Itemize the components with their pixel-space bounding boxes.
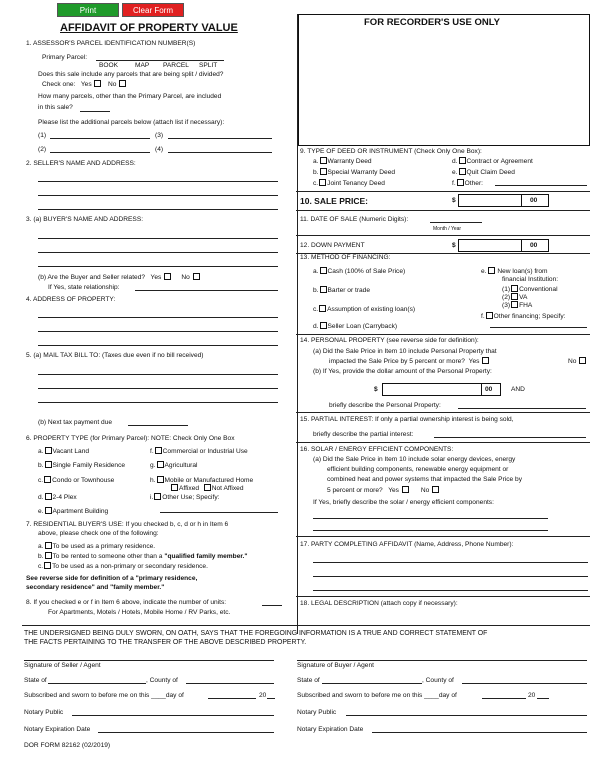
pp-describe-label: briefly describe the Personal Property: <box>329 402 441 409</box>
affixed-row: Affixed Not Affixed <box>170 484 244 493</box>
mail-tax-line-3[interactable] <box>38 402 278 403</box>
related-question: (b) Are the Buyer and Seller related? Yes No <box>38 273 201 282</box>
pp-and: AND <box>511 386 525 393</box>
personal-property-no-checkbox[interactable] <box>579 357 586 364</box>
solar-yes-checkbox[interactable] <box>402 486 409 493</box>
divider <box>296 191 590 192</box>
not-affixed-checkbox[interactable] <box>204 484 211 491</box>
buyer-expiration-label: Notary Expiration Date <box>297 726 364 733</box>
sale-price-dollar: $ <box>452 197 456 204</box>
divider <box>296 412 590 413</box>
deed-a: a. Warranty Deed <box>313 158 372 165</box>
s14-b: (b) If Yes, provide the dollar amount of the Personal Property: <box>313 368 492 375</box>
buyer-state-label: State of <box>297 677 320 684</box>
month-year-label: Month / Year <box>433 226 462 232</box>
s9-heading: 9. TYPE OF DEED OR INSTRUMENT (Check Only One Box): <box>300 148 482 155</box>
print-button[interactable]: Print <box>57 3 119 17</box>
seller-year-field[interactable] <box>267 698 275 699</box>
buyer-sworn-label: Subscribed and sworn to before me on this ____day of <box>297 692 457 699</box>
vacant-land-checkbox[interactable] <box>45 447 52 454</box>
s2-heading: 2. SELLER'S NAME AND ADDRESS: <box>26 160 136 167</box>
deed-d: d. Contract or Agreement <box>452 158 533 165</box>
mobile-home-checkbox[interactable] <box>157 476 164 483</box>
s6-heading: 6. PROPERTY TYPE (for Primary Parcel): NOTE: Check Only One Box <box>26 435 235 442</box>
s15-line-1: 15. PARTIAL INTEREST: If only a partial ownership interest is being sold, <box>300 416 514 423</box>
type-i: i. Other Use; Specify: <box>150 494 220 501</box>
split-no-checkbox[interactable] <box>119 80 126 87</box>
s7-heading: 7. RESIDENTIAL BUYER'S USE: If you checked b, c, d or h in Item 6 <box>26 521 229 528</box>
fha-checkbox[interactable] <box>511 301 518 308</box>
finance-e-2: financial Institution: <box>502 276 559 283</box>
pp-cents: 00 <box>485 386 493 393</box>
barter-checkbox[interactable] <box>320 286 327 293</box>
primary-parcel-field[interactable] <box>96 60 224 61</box>
sale-price-label: 10. SALE PRICE: <box>300 196 369 206</box>
buyer-signature-line[interactable] <box>297 660 587 661</box>
new-loan-checkbox[interactable] <box>488 267 495 274</box>
parcel-2-field[interactable] <box>50 152 150 153</box>
warranty-deed-checkbox[interactable] <box>320 157 327 164</box>
finance-e1: (1) Conventional <box>502 286 558 293</box>
s16-a-4: 5 percent or more? Yes No <box>327 486 440 495</box>
personal-property-yes-checkbox[interactable] <box>482 357 489 364</box>
apartment-checkbox[interactable] <box>45 507 52 514</box>
other-use-checkbox[interactable] <box>154 493 161 500</box>
secondary-residence-checkbox[interactable] <box>44 562 51 569</box>
s18-heading: 18. LEGAL DESCRIPTION (attach copy if necessary): <box>300 600 458 607</box>
party-line-2[interactable] <box>313 576 588 577</box>
solar-no-checkbox[interactable] <box>432 486 439 493</box>
seller-county-label: , County of <box>146 677 178 684</box>
seller-sworn-label: Subscribed and sworn to before me on this ____day of <box>24 692 184 699</box>
condo-checkbox[interactable] <box>44 476 51 483</box>
finance-c: c. Assumption of existing loan(s) <box>313 306 416 313</box>
buyer-year-field[interactable] <box>537 698 549 699</box>
oath-line-1: THE UNDERSIGNED BEING DULY SWORN, ON OATH, SAYS THAT THE FOREGOING INFORMATION IS A TRUE AND CORRECT STATEMENT OF <box>24 630 488 637</box>
deed-e: e. Quit Claim Deed <box>452 169 515 176</box>
s16-a-1: (a) Did the Sale Price in Item 10 include solar energy devices, energy <box>313 456 516 463</box>
s15-line-2: briefly describe the partial interest: <box>313 431 414 438</box>
property-address-line-1[interactable] <box>38 317 278 318</box>
related-yes-checkbox[interactable] <box>164 273 171 280</box>
oath-divider <box>22 625 590 626</box>
use-b: b. To be rented to someone other than a "qualified family member." <box>38 553 248 560</box>
contract-checkbox[interactable] <box>459 157 466 164</box>
parcel-count-field[interactable] <box>80 111 110 112</box>
divider <box>296 210 590 211</box>
down-payment-cents: 00 <box>530 242 538 249</box>
special-warranty-checkbox[interactable] <box>320 168 327 175</box>
pp-dollar: $ <box>374 386 378 393</box>
buyer-state-field[interactable] <box>322 683 422 684</box>
type-h: h. Mobile or Manufactured Home <box>150 477 254 484</box>
form-number: DOR FORM 82162 (02/2019) <box>24 742 111 749</box>
book-label: BOOK <box>99 62 119 69</box>
relationship-field[interactable] <box>135 290 278 291</box>
parcel-1-label: (1) <box>38 132 47 139</box>
seller-line-1[interactable] <box>38 181 278 182</box>
finance-e2: (2) VA <box>502 294 528 301</box>
buyer-county-label: , County of <box>422 677 454 684</box>
parcel-count-question: How many parcels, other than the Primary Parcel, are included <box>38 93 222 100</box>
seller-county-field[interactable] <box>186 683 274 684</box>
type-c: c. Condo or Townhouse <box>38 477 115 484</box>
rented-checkbox[interactable] <box>45 552 52 559</box>
commercial-checkbox[interactable] <box>155 447 162 454</box>
partial-interest-field[interactable] <box>434 437 586 438</box>
s7-heading-2: above, please check one of the following: <box>38 530 159 537</box>
assumption-checkbox[interactable] <box>319 305 326 312</box>
s14-a-no: No <box>568 357 587 366</box>
recorders-use-label: FOR RECORDER'S USE ONLY <box>364 17 500 28</box>
s14-a-2: impacted the Sale Price by 5 percent or more? Yes <box>329 357 490 366</box>
va-checkbox[interactable] <box>511 293 518 300</box>
buyer-sworn-month-field[interactable] <box>482 698 526 699</box>
buyer-notary-field[interactable] <box>346 715 587 716</box>
clear-form-button[interactable]: Clear Form <box>122 3 184 17</box>
seller-state-field[interactable] <box>48 683 146 684</box>
form-title: AFFIDAVIT OF PROPERTY VALUE <box>60 22 238 34</box>
finance-f: f. Other financing; Specify: <box>481 313 566 320</box>
pp-describe-field[interactable] <box>458 408 586 409</box>
definition-note-2: secondary residence" and "family member." <box>26 584 165 591</box>
s16-a-2: efficient building components, renewable energy equipment or <box>327 466 509 473</box>
use-a: a. To be used as a primary residence. <box>38 543 156 550</box>
column-divider <box>297 14 298 634</box>
seller-notary-label: Notary Public <box>24 709 64 716</box>
split-check-row: Check one: Yes No <box>42 80 127 89</box>
buyer-notary-label: Notary Public <box>297 709 337 716</box>
s4-heading: 4. ADDRESS OF PROPERTY: <box>26 296 116 303</box>
divider <box>296 596 590 597</box>
date-of-sale-label: 11. DATE OF SALE (Numeric Digits): <box>300 216 409 223</box>
other-deed-field[interactable] <box>495 185 587 186</box>
other-financing-checkbox[interactable] <box>486 312 493 319</box>
next-payment-label: (b) Next tax payment due <box>38 419 113 426</box>
divider <box>296 235 590 236</box>
s5-heading: 5. (a) MAIL TAX BILL TO: (Taxes due even if no bill received) <box>26 352 204 359</box>
additional-parcels-label: Please list the additional parcels below (attach list if necessary): <box>38 119 225 126</box>
s17-heading: 17. PARTY COMPLETING AFFIDAVIT (Name, Address, Phone Number): <box>300 541 514 548</box>
other-financing-field[interactable] <box>490 327 587 328</box>
split-question: Does this sale include any parcels that are being split / divided? <box>38 71 224 78</box>
s8-line-2: For Apartments, Motels / Hotels, Mobile Home / RV Parks, etc. <box>48 609 231 616</box>
units-field[interactable] <box>262 605 282 606</box>
s3-heading: 3. (a) BUYER'S NAME AND ADDRESS: <box>26 216 144 223</box>
mail-tax-line-1[interactable] <box>38 374 278 375</box>
quit-claim-checkbox[interactable] <box>459 168 466 175</box>
down-payment-label: 12. DOWN PAYMENT <box>300 242 365 249</box>
finance-b: b. Barter or trade <box>313 287 371 294</box>
type-d: d. 2-4 Plex <box>38 494 77 501</box>
s1-heading: 1. ASSESSOR'S PARCEL IDENTIFICATION NUMBER(S) <box>26 40 196 47</box>
buyer-line-3[interactable] <box>38 266 278 267</box>
buyer-county-field[interactable] <box>462 683 587 684</box>
parcel-3-field[interactable] <box>168 138 272 139</box>
deed-c: c. Joint Tenancy Deed <box>313 180 385 187</box>
seller-signature-line[interactable] <box>24 660 274 661</box>
oath-line-2: THE FACTS PERTAINING TO THE TRANSFER OF THE ABOVE DESCRIBED PROPERTY. <box>24 639 307 646</box>
parcel-count-question-2: in this sale? <box>38 104 73 111</box>
down-payment-field[interactable] <box>458 239 522 252</box>
type-b: b. Single Family Residence <box>38 462 126 469</box>
split-yes-checkbox[interactable] <box>94 80 101 87</box>
other-deed-checkbox[interactable] <box>457 179 464 186</box>
pp-amount-field[interactable] <box>382 383 482 396</box>
seller-line-2[interactable] <box>38 195 278 196</box>
related-no-checkbox[interactable] <box>193 273 200 280</box>
sale-price-field[interactable] <box>458 194 522 207</box>
finance-d: d. Seller Loan (Carryback) <box>313 323 398 330</box>
relationship-label: If Yes, state relationship: <box>48 284 120 291</box>
mail-tax-line-2[interactable] <box>38 388 278 389</box>
seller-sworn-month-field[interactable] <box>208 698 256 699</box>
primary-residence-checkbox[interactable] <box>45 542 52 549</box>
conventional-checkbox[interactable] <box>511 285 518 292</box>
s16-a-3: combined heat and power systems that impacted the Sale Price by <box>327 476 522 483</box>
use-c: c. To be used as a non-primary or secondary residence. <box>38 563 208 570</box>
split-label: SPLIT <box>199 62 218 69</box>
s14-heading: 14. PERSONAL PROPERTY (see reverse side for definition): <box>300 337 479 344</box>
buyer-signature-label: Signature of Buyer / Agent <box>297 662 374 669</box>
finance-a: a. Cash (100% of Sale Price) <box>313 268 406 275</box>
parcel-3-label: (3) <box>155 132 164 139</box>
deed-b: b. Special Warranty Deed <box>313 169 396 176</box>
seller-expiration-label: Notary Expiration Date <box>24 726 91 733</box>
seller-notary-field[interactable] <box>72 715 274 716</box>
type-g: g. Agricultural <box>150 462 198 469</box>
parcel-4-label: (4) <box>155 146 164 153</box>
divider <box>296 334 590 335</box>
type-f: f. Commercial or Industrial Use <box>150 448 248 455</box>
party-line-1[interactable] <box>313 562 588 563</box>
seller-state-label: State of <box>24 677 47 684</box>
s14-a-1: (a) Did the Sale Price in Item 10 include Personal Property that <box>313 348 497 355</box>
property-address-line-2[interactable] <box>38 331 278 332</box>
buyer-year-label: 20 <box>528 692 536 699</box>
plex-checkbox[interactable] <box>45 493 52 500</box>
other-use-field[interactable] <box>160 512 278 513</box>
solar-describe-line-1[interactable] <box>313 518 548 519</box>
buyer-expiration-field[interactable] <box>372 732 587 733</box>
agricultural-checkbox[interactable] <box>157 461 164 468</box>
joint-tenancy-checkbox[interactable] <box>319 179 326 186</box>
down-payment-dollar: $ <box>452 242 456 249</box>
type-e: e. Apartment Building <box>38 508 109 515</box>
buyer-line-1[interactable] <box>38 238 278 239</box>
parcel-label: PARCEL <box>163 62 189 69</box>
single-family-checkbox[interactable] <box>45 461 52 468</box>
property-address-line-3[interactable] <box>38 345 278 346</box>
seller-year-label: 20 <box>259 692 267 699</box>
primary-parcel-label: Primary Parcel: <box>42 54 88 61</box>
seller-loan-checkbox[interactable] <box>320 322 327 329</box>
affixed-checkbox[interactable] <box>171 484 178 491</box>
date-of-sale-field[interactable] <box>430 222 482 223</box>
parcel-2-label: (2) <box>38 146 47 153</box>
map-label: MAP <box>135 62 150 69</box>
parcel-1-field[interactable] <box>50 138 150 139</box>
divider <box>296 442 590 443</box>
party-line-3[interactable] <box>313 590 588 591</box>
deed-f: f. Other: <box>452 180 483 187</box>
seller-signature-label: Signature of Seller / Agent <box>24 662 101 669</box>
sale-price-cents: 00 <box>530 197 538 204</box>
recorders-use-box <box>298 14 590 146</box>
cash-checkbox[interactable] <box>320 267 327 274</box>
s16-b: If Yes, briefly describe the solar / energy efficient components: <box>313 499 494 506</box>
next-payment-field[interactable] <box>128 425 188 426</box>
divider <box>296 536 590 537</box>
seller-expiration-field[interactable] <box>98 732 274 733</box>
type-a: a. Vacant Land <box>38 448 90 455</box>
parcel-4-field[interactable] <box>168 152 272 153</box>
seller-line-3[interactable] <box>38 209 278 210</box>
finance-e: e. New loan(s) from <box>481 268 548 275</box>
s13-heading: 13. METHOD OF FINANCING: <box>300 254 391 261</box>
buyer-line-2[interactable] <box>38 252 278 253</box>
s16-heading: 16. SOLAR / ENERGY EFFICIENT COMPONENTS: <box>300 446 454 453</box>
s8-line-1: 8. If you checked e or f in Item 6 above, indicate the number of units: <box>26 599 227 606</box>
solar-describe-line-2[interactable] <box>313 530 548 531</box>
definition-note-1: See reverse side for definition of a "primary residence, <box>26 575 198 582</box>
finance-e3: (3) FHA <box>502 302 533 309</box>
